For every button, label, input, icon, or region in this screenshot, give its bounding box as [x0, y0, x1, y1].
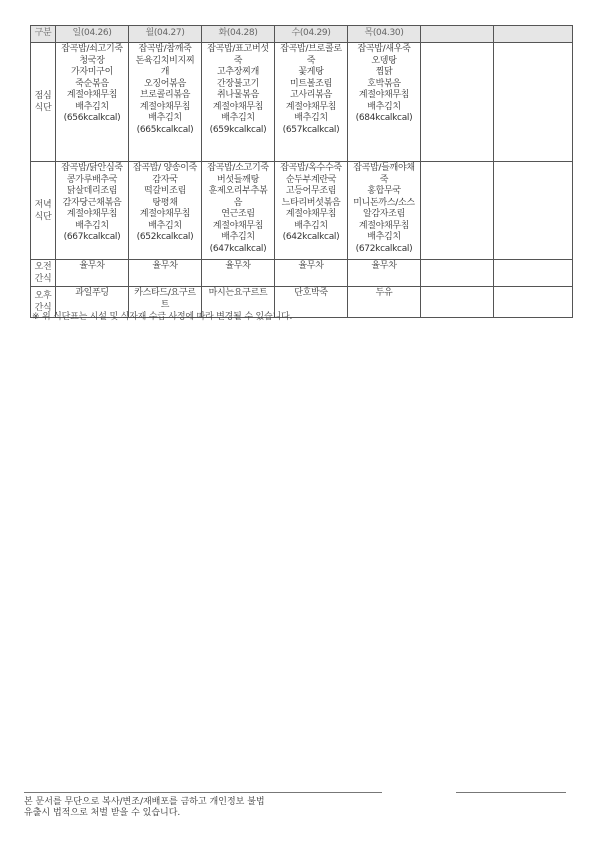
menu-item: 마시는요구르트 [208, 288, 268, 298]
menu-item: (659kcalkcal) [209, 124, 267, 135]
menu-item: 찜닭 [375, 67, 393, 77]
header-day-empty-1 [421, 26, 494, 43]
menu-cell [129, 162, 202, 260]
menu-item: 죽 [306, 55, 316, 66]
menu-item: 계절야채무침 [358, 220, 410, 231]
menu-item: 잡곡밥/참깨죽 [138, 44, 192, 54]
menu-item: 율무차 [225, 261, 251, 271]
menu-item: 콩가루배추국 [66, 174, 118, 185]
menu-cell [494, 162, 573, 260]
menu-item: 탕평채 [152, 197, 178, 208]
row-label-line: 점심 [34, 91, 52, 101]
menu-item: 버섯들깨탕 [217, 174, 259, 185]
header-day-empty-2 [494, 26, 573, 43]
menu-item: 배추김치 [294, 220, 328, 231]
menu-item: 율무차 [152, 261, 178, 271]
row-label-line: 오전 [34, 262, 52, 272]
menu-item: (647kcalkcal) [209, 243, 267, 254]
menu-item: 배추김치 [148, 113, 182, 123]
menu-item: (665kcalkcal) [136, 124, 194, 135]
menu-item: 계절야채무침 [285, 209, 337, 219]
footer-divider-left [24, 792, 382, 793]
menu-cell [202, 162, 275, 260]
footer-line-2: 유출시 법적으로 처벌 받을 수 있습니다. [24, 808, 181, 818]
menu-cell [202, 260, 275, 287]
menu-item: 순두부계란국 [285, 174, 337, 185]
menu-item: 과일푸딩 [75, 288, 109, 298]
menu-item: 알감자조림 [363, 209, 405, 219]
menu-item: 닭살데리조림 [66, 186, 118, 196]
header-day-wed: 수(04.29) [275, 26, 348, 43]
menu-item: (656kcalkcal) [63, 113, 121, 123]
menu-item: 죽 [233, 55, 243, 66]
header-day-tue: 화(04.28) [202, 26, 275, 43]
menu-item: 트 [160, 299, 170, 310]
menu-cell [348, 260, 421, 287]
menu-cell [275, 260, 348, 287]
row-label-line: 식단 [34, 211, 52, 222]
menu-item: 계절야채무침 [212, 101, 264, 112]
menu-item: 배추김치 [75, 101, 109, 112]
menu-cell [421, 287, 494, 318]
menu-item: 브로콜리볶음 [139, 90, 191, 100]
menu-item: 연근조림 [221, 209, 255, 219]
menu-item: (684kcalkcal) [355, 113, 413, 123]
menu-item: 미트볼조림 [290, 78, 332, 89]
menu-item: 계절야채무침 [66, 90, 118, 100]
menu-cell [56, 260, 129, 287]
menu-item: 계절야채무침 [212, 220, 264, 231]
row-label-line: 간식 [34, 274, 52, 284]
menu-item: (642kcalkcal) [282, 232, 340, 242]
header-day-mon: 월(04.27) [129, 26, 202, 43]
menu-item: 잡곡밥/소고기죽 [207, 163, 269, 173]
weekly-menu-table [30, 25, 573, 318]
menu-cell [275, 43, 348, 162]
menu-item: 계절야채무침 [285, 101, 337, 112]
menu-item: 죽순볶음 [75, 78, 109, 89]
lunch-row [31, 43, 573, 162]
header-day-thu: 목(04.30) [348, 26, 421, 43]
menu-item: 율무차 [371, 261, 397, 271]
menu-item: 음 [233, 197, 243, 208]
header-label: 구분 [31, 26, 56, 43]
menu-item: 느타리버섯볶음 [281, 197, 341, 208]
menu-item: (657kcalkcal) [282, 124, 340, 135]
menu-item: 잡곡밥/ 양송이죽 [132, 163, 198, 173]
menu-item: 단호박죽 [294, 288, 328, 298]
menu-cell [348, 287, 421, 318]
menu-item: (652kcalkcal) [136, 232, 194, 242]
menu-item: 오징어볶음 [144, 78, 186, 89]
menu-item: 율무차 [298, 261, 324, 271]
row-label-line: 저녁 [34, 199, 52, 210]
menu-item: 잡곡밥/새우죽 [357, 44, 411, 54]
row-label [31, 260, 56, 287]
row-label [31, 162, 56, 260]
menu-item: 배추김치 [221, 113, 255, 123]
footer-disclaimer [24, 797, 265, 819]
menu-item: 훈제오리부추볶 [208, 186, 268, 196]
menu-item: 배추김치 [294, 113, 328, 123]
menu-cell [494, 287, 573, 318]
menu-item: 꽃게탕 [298, 67, 324, 77]
menu-item: 감자당근채볶음 [62, 197, 122, 208]
menu-cell [421, 162, 494, 260]
menu-item: 잡곡밥/닭안심죽 [61, 163, 123, 173]
menu-item: 배추김치 [75, 220, 109, 231]
menu-cell [56, 162, 129, 260]
menu-item: 잡곡밥/옥수수죽 [280, 163, 342, 173]
menu-cell [56, 43, 129, 162]
header-day-sun: 일(04.26) [56, 26, 129, 43]
menu-item: 배추김치 [367, 101, 401, 112]
header-row [31, 26, 573, 43]
menu-item: 계절야채무침 [139, 209, 191, 219]
menu-item: 개 [160, 67, 170, 77]
menu-item: 고추장찌개 [217, 67, 259, 77]
dinner-row [31, 162, 573, 260]
footer-divider-right [456, 792, 566, 793]
menu-item: 죽 [379, 174, 389, 185]
menu-cell [494, 43, 573, 162]
menu-item: 떡갈비조림 [144, 186, 186, 196]
menu-item: 잡곡밥/들깨야채 [353, 163, 415, 173]
footer-line-1: 본 문서를 무단으로 복사/변조/재배포를 금하고 개인정보 불법 [24, 797, 265, 807]
menu-item: 간장불고기 [217, 78, 259, 89]
menu-item: 카스타드/요구르 [134, 288, 196, 298]
menu-item: 오뎅탕 [371, 55, 397, 66]
menu-item: 계절야채무침 [358, 90, 410, 100]
menu-item: (672kcalkcal) [355, 243, 413, 254]
menu-change-note: ※ 위 식단표는 시설 및 식자재 수급 사정에 따라 변경될 수 있습니다. [32, 312, 293, 322]
menu-item: 계절야채무침 [139, 101, 191, 112]
menu-cell [348, 162, 421, 260]
row-label [31, 43, 56, 162]
menu-cell [129, 260, 202, 287]
morning-snack-row [31, 260, 573, 287]
menu-item: 배추김치 [221, 232, 255, 242]
menu-item: 잡곡밥/브로콜로 [280, 44, 342, 54]
menu-item: 율무차 [79, 261, 105, 271]
menu-item: 두유 [375, 288, 393, 298]
menu-item: 홍합무국 [367, 186, 401, 196]
menu-item: 배추김치 [148, 220, 182, 231]
menu-item: 취나물볶음 [217, 90, 259, 100]
row-label-line: 식단 [34, 103, 52, 113]
menu-item: 잡곡밥/표고버섯 [207, 44, 269, 54]
menu-item: 청국장 [79, 55, 105, 66]
menu-cell [348, 43, 421, 162]
menu-item: 호박볶음 [367, 78, 401, 89]
menu-item: 고등어무조림 [285, 186, 337, 196]
menu-item: 고사리볶음 [290, 90, 332, 100]
menu-item: 미니돈까스/소스 [353, 197, 415, 208]
menu-cell [421, 43, 494, 162]
menu-cell [494, 260, 573, 287]
menu-item: 계절야채무침 [66, 209, 118, 219]
menu-item: (667kcalkcal) [63, 232, 121, 242]
menu-item: 배추김치 [367, 232, 401, 242]
menu-cell [202, 43, 275, 162]
menu-cell [421, 260, 494, 287]
row-label-line: 오후 [34, 291, 52, 301]
menu-cell [275, 162, 348, 260]
menu-item: 감자국 [152, 174, 178, 185]
menu-item: 잡곡밥/쇠고기죽 [61, 44, 123, 54]
row-label-line: 간식 [34, 303, 52, 313]
menu-item: 돈육김치비지찌 [135, 55, 195, 66]
menu-cell [129, 43, 202, 162]
menu-item: 가자미구이 [71, 67, 113, 77]
